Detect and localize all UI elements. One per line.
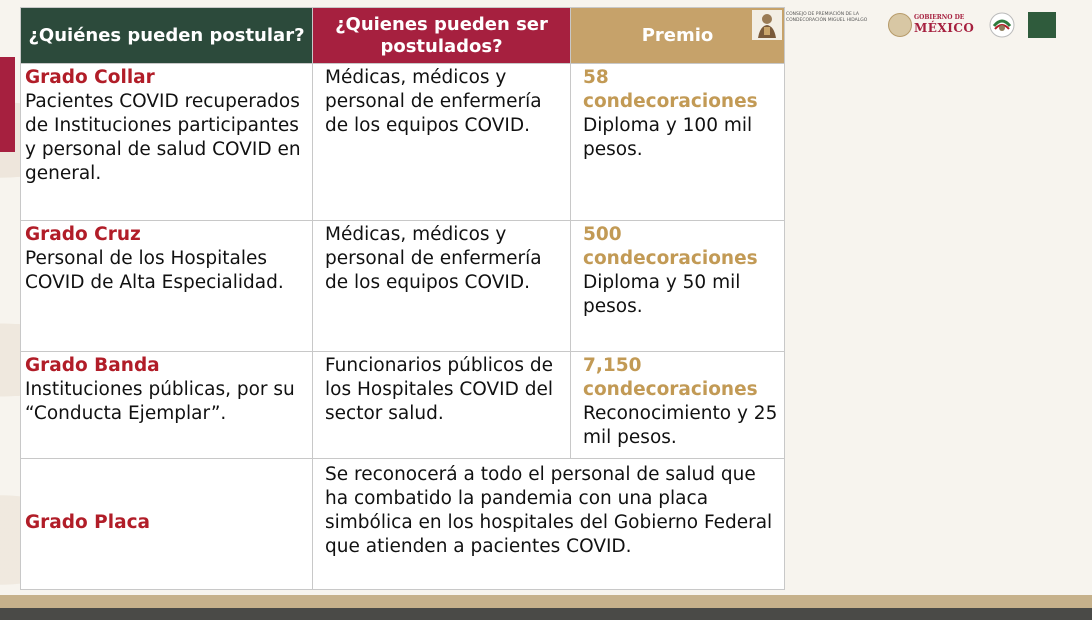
logos-strip [748, 8, 1088, 42]
grado-label: Grado Collar [25, 67, 155, 88]
table-row-placa [21, 459, 785, 590]
grado-label: Grado Placa [25, 512, 151, 533]
postulados-text: Médicas, médicos y personal de enfermería de los equipos COVID. [325, 67, 542, 136]
cell-premio [571, 352, 785, 459]
premio-text: Diploma y 100 mil pesos. [583, 115, 753, 160]
cell-postular [21, 64, 313, 221]
consejo-logo-text: CONSEJO DE PREMIACIÓN DE LA CONDECORACIÓN MIGUEL HIDALGO [786, 12, 868, 23]
table-row [21, 352, 785, 459]
gobierno-big-text: MÉXICO [914, 21, 975, 35]
placa-text: Se reconocerá a todo el personal de salud que ha combatido la pandemia con una placa simbólica en los hospitales del Gobierno Federal que atienden a pacientes COVID. [325, 464, 773, 557]
cell-postulados [313, 221, 571, 352]
premio-text: Reconocimiento y 25 mil pesos. [583, 403, 778, 448]
grado-label: Grado Cruz [25, 224, 141, 245]
table-row [21, 64, 785, 221]
gobierno-small-text: GOBIERNO DE [914, 14, 965, 21]
postular-text: Pacientes COVID recuperados de Instituciones participantes y personal de salud COVID en general. [25, 91, 301, 184]
header-quienes-postular: ¿Quiénes pueden postular? [21, 8, 313, 64]
table-row [21, 221, 785, 352]
postulados-text: Médicas, médicos y personal de enfermería de los equipos COVID. [325, 224, 542, 293]
gobierno-mexico-logo [888, 11, 978, 39]
awards-table-container [20, 7, 785, 590]
cell-placa-text [313, 459, 785, 590]
premio-text: Diploma y 50 mil pesos. [583, 272, 741, 317]
cell-postular [21, 221, 313, 352]
left-accent-bar [0, 57, 15, 152]
premio-count: 7,150 condecoraciones [583, 355, 758, 400]
postular-text: Personal de los Hospitales COVID de Alta Especialidad. [25, 248, 284, 293]
header-premio: Premio [571, 8, 785, 64]
gobierno-emblem-icon [888, 13, 912, 37]
grado-label: Grado Banda [25, 355, 160, 376]
hidalgo-seal-icon [752, 10, 782, 40]
awards-table [20, 7, 785, 590]
cell-premio [571, 64, 785, 221]
institution-logo-icon [1028, 12, 1056, 38]
cell-premio [571, 221, 785, 352]
cell-postulados [313, 64, 571, 221]
premio-count: 58 condecoraciones [583, 67, 758, 112]
table-header-row [21, 8, 785, 64]
cell-placa-label [21, 459, 313, 590]
postular-text: Instituciones públicas, por su “Conducta Ejemplar”. [25, 379, 295, 424]
bottom-dark-band [0, 608, 1092, 620]
cell-postulados [313, 352, 571, 459]
premio-count: 500 condecoraciones [583, 224, 758, 269]
bottom-gold-band [0, 595, 1092, 608]
senado-emblem-icon [988, 11, 1016, 39]
postulados-text: Funcionarios públicos de los Hospitales COVID del sector salud. [325, 355, 554, 424]
header-quienes-postulados: ¿Quienes pueden ser postulados? [313, 8, 571, 64]
cell-postular [21, 352, 313, 459]
